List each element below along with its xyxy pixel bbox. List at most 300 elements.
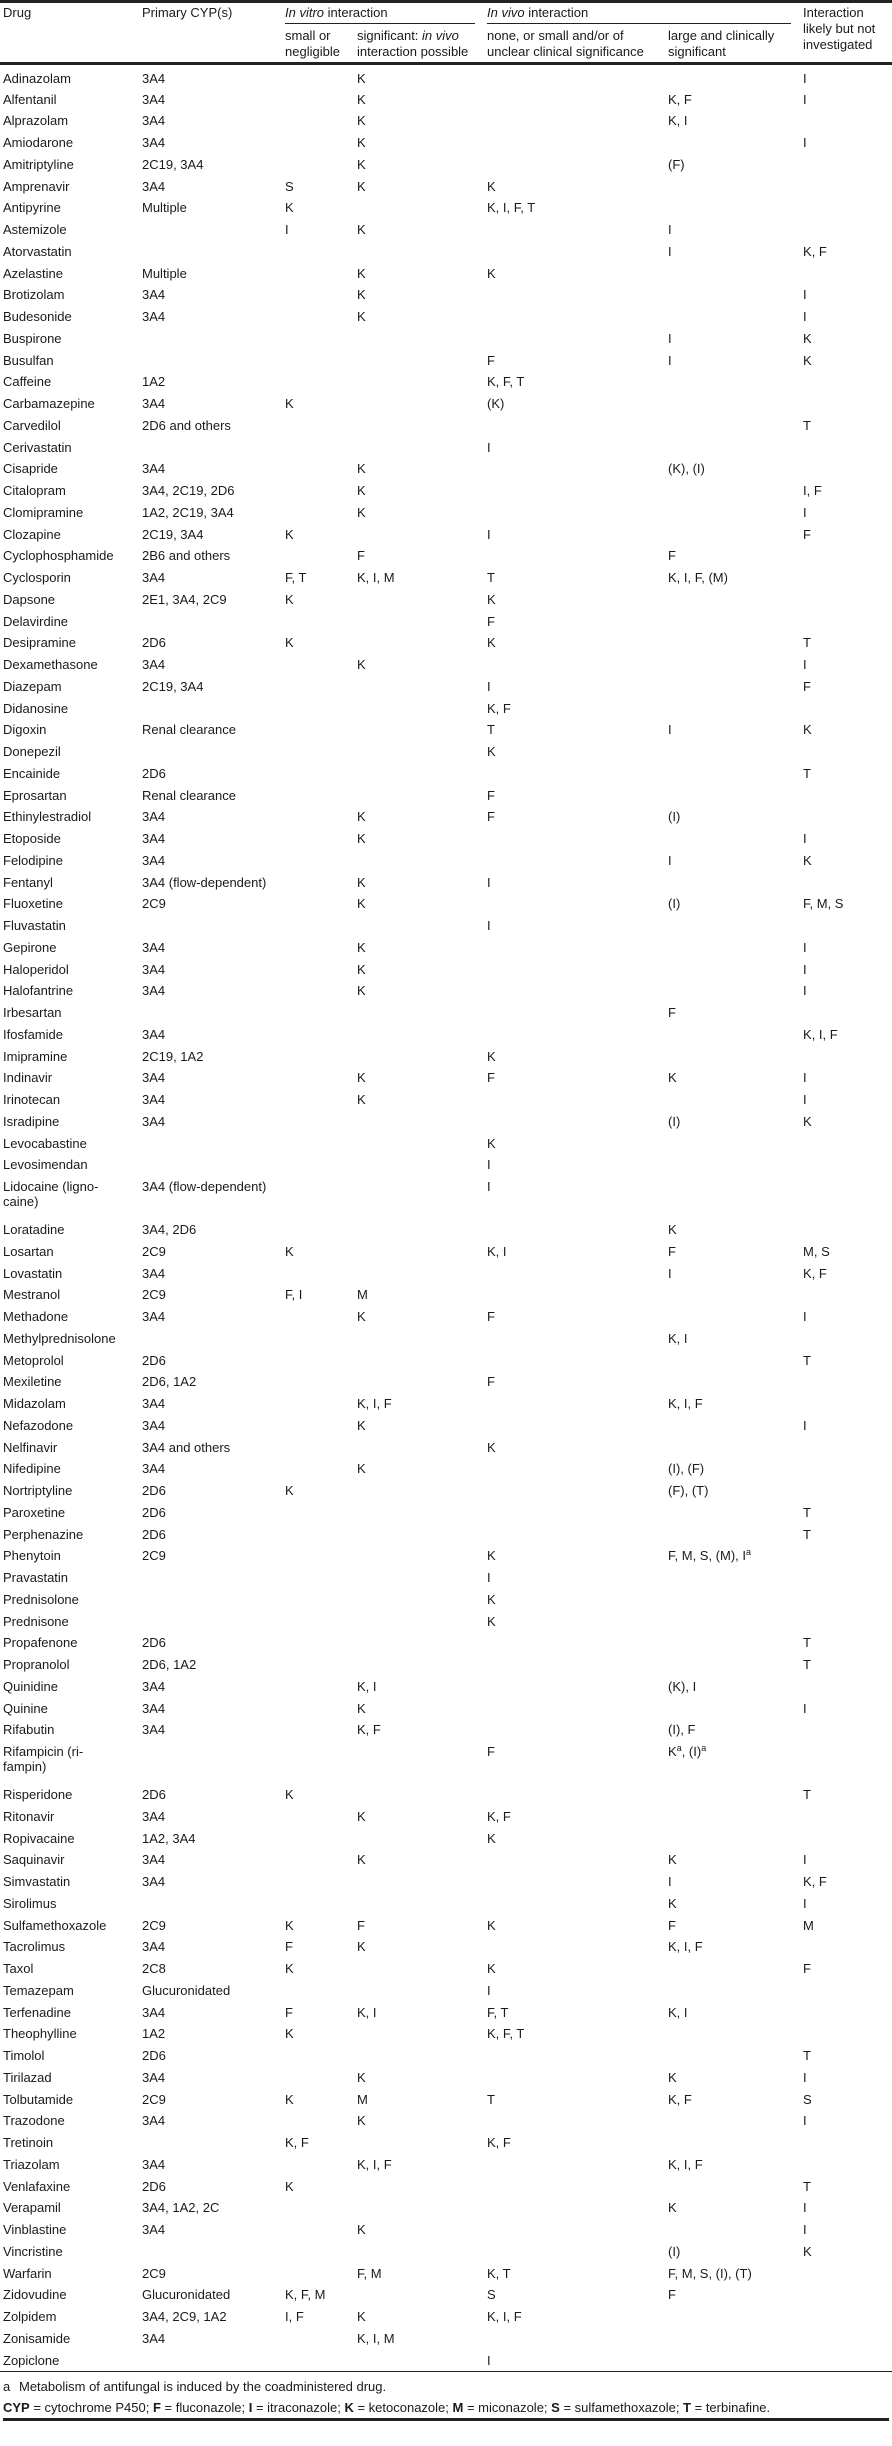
table-row bbox=[0, 1849, 892, 1871]
cell-vivo-none-small bbox=[484, 2045, 665, 2067]
cell-vitro-significant bbox=[354, 1241, 484, 1263]
cell-vivo-none-small: K, I bbox=[487, 1243, 507, 1259]
cell-vitro-small bbox=[282, 1719, 354, 1741]
cell-vitro-significant: K bbox=[357, 1070, 366, 1086]
table-row bbox=[0, 2284, 892, 2306]
cell-likely-not-investigated bbox=[800, 2328, 892, 2350]
cell-vivo-none-small: S bbox=[487, 2287, 496, 2303]
cell-likely-not-investigated: T bbox=[803, 1657, 811, 1672]
cell-vivo-large bbox=[665, 2350, 800, 2372]
cell-vitro-significant bbox=[354, 241, 484, 263]
cell-vitro-small bbox=[282, 1219, 354, 1241]
cell-drug: Zopiclone bbox=[0, 2350, 139, 2372]
cell-vivo-none-small: K bbox=[487, 635, 496, 651]
cell-drug: Methadone bbox=[3, 1309, 69, 1324]
cell-primary-cyp: 3A4 bbox=[142, 1113, 166, 1129]
cell-vivo-none-small: F bbox=[487, 1744, 495, 1759]
cell-vitro-significant: K bbox=[357, 831, 366, 846]
cell-vitro-significant bbox=[354, 1176, 484, 1219]
legend-meaning: = fluconazole; bbox=[160, 2399, 249, 2415]
cell-likely-not-investigated: I bbox=[803, 2222, 807, 2237]
cell-vivo-large bbox=[665, 1371, 800, 1393]
cell-likely-not-investigated: T bbox=[803, 417, 811, 433]
cell-vitro-small bbox=[282, 676, 354, 698]
cell-vivo-large bbox=[665, 306, 800, 328]
legend-meaning: = miconazole; bbox=[463, 2399, 552, 2415]
header-primary-cyp: Primary CYP(s) bbox=[142, 5, 233, 20]
cell-likely-not-investigated: K bbox=[803, 352, 812, 368]
cell-drug: Etoposide bbox=[3, 831, 61, 846]
footnotes bbox=[0, 2372, 892, 2421]
cell-drug: Busulfan bbox=[3, 352, 54, 368]
cell-likely-not-investigated bbox=[800, 1545, 892, 1567]
cell-vitro-significant bbox=[354, 1502, 484, 1524]
cell-drug: Mestranol bbox=[3, 1287, 61, 1303]
cell-likely-not-investigated: F bbox=[803, 678, 811, 694]
cell-vivo-none-small bbox=[484, 2328, 665, 2350]
cell-vivo-large bbox=[665, 1284, 800, 1306]
cell-vitro-small bbox=[282, 872, 354, 894]
cell-vitro-small bbox=[282, 1567, 354, 1589]
cell-likely-not-investigated bbox=[800, 741, 892, 763]
cell-primary-cyp: 2D6 bbox=[142, 1504, 166, 1520]
cell-likely-not-investigated bbox=[800, 1480, 892, 1502]
cell-vitro-small bbox=[282, 2197, 354, 2219]
cell-primary-cyp: 2D6 bbox=[142, 1352, 166, 1368]
cell-vitro-significant bbox=[354, 1611, 484, 1633]
cell-vivo-large bbox=[665, 1698, 800, 1720]
cell-vivo-large: (I) bbox=[668, 2243, 681, 2259]
cell-likely-not-investigated bbox=[800, 1589, 892, 1611]
cell-vitro-significant bbox=[354, 371, 484, 393]
cell-likely-not-investigated: I bbox=[803, 1309, 807, 1324]
cell-drug: Loratadine bbox=[3, 1222, 65, 1237]
cell-primary-cyp bbox=[139, 1567, 282, 1589]
vitro-sig-italic: in vivo bbox=[422, 28, 459, 43]
cell-likely-not-investigated: I bbox=[803, 2200, 807, 2216]
cell-vitro-small bbox=[282, 763, 354, 785]
cell-vivo-large: I bbox=[668, 722, 672, 738]
cell-likely-not-investigated bbox=[800, 1002, 892, 1024]
cell-primary-cyp: 2D6 bbox=[142, 765, 166, 781]
cell-vitro-small bbox=[282, 1002, 354, 1024]
cell-drug: Sirolimus bbox=[3, 1895, 57, 1911]
cell-vitro-significant bbox=[354, 2350, 484, 2372]
cell-likely-not-investigated: F, M, S bbox=[803, 896, 844, 912]
cell-vitro-significant: F bbox=[357, 1917, 365, 1933]
cell-primary-cyp: 3A4, 2D6 bbox=[142, 1222, 197, 1237]
cell-vitro-small bbox=[282, 328, 354, 350]
cell-primary-cyp: 3A4, 2C9, 1A2 bbox=[142, 2309, 227, 2324]
legend-abbr: CYP bbox=[3, 2399, 30, 2415]
cell-vivo-none-small bbox=[484, 937, 665, 959]
cell-vivo-none-small bbox=[484, 1632, 665, 1654]
cell-primary-cyp: 3A4 bbox=[142, 1026, 166, 1042]
cell-vitro-significant bbox=[354, 1263, 484, 1285]
cell-vivo-large bbox=[665, 502, 800, 524]
table-row bbox=[0, 2067, 892, 2089]
cell-vitro-significant bbox=[354, 524, 484, 546]
cell-vitro-small bbox=[282, 458, 354, 480]
cell-primary-cyp: Glucuronidated bbox=[142, 1982, 231, 1998]
cell-likely-not-investigated bbox=[800, 1154, 892, 1176]
table-row bbox=[0, 2110, 892, 2132]
cell-vivo-none-small bbox=[484, 2154, 665, 2176]
cell-likely-not-investigated bbox=[800, 1133, 892, 1155]
cell-vivo-none-small: T bbox=[487, 2091, 495, 2107]
cell-vitro-small: F, T bbox=[285, 570, 307, 585]
cell-vivo-large: I bbox=[668, 243, 672, 259]
cell-primary-cyp: 2D6 bbox=[142, 1787, 166, 1802]
table-row bbox=[0, 1698, 892, 1720]
cell-vitro-small bbox=[282, 1371, 354, 1393]
cell-likely-not-investigated: K, F bbox=[803, 1874, 827, 1889]
cell-vitro-significant bbox=[354, 2284, 484, 2306]
cell-vivo-large bbox=[665, 1415, 800, 1437]
table-row bbox=[0, 828, 892, 850]
cell-vitro-significant bbox=[354, 1350, 484, 1372]
cell-vitro-small bbox=[282, 698, 354, 720]
table-row bbox=[0, 980, 892, 1002]
cell-vitro-small bbox=[282, 1046, 354, 1068]
table-row bbox=[0, 2023, 892, 2045]
table-row bbox=[0, 64, 892, 89]
cell-primary-cyp: 1A2, 2C19, 3A4 bbox=[142, 504, 234, 520]
cell-vivo-none-small: K bbox=[487, 591, 496, 607]
cell-vivo-none-small: I bbox=[487, 439, 491, 455]
cell-vivo-none-small bbox=[484, 241, 665, 263]
cell-likely-not-investigated bbox=[800, 1611, 892, 1633]
cell-likely-not-investigated bbox=[800, 458, 892, 480]
table-row bbox=[0, 263, 892, 285]
cell-vivo-large bbox=[665, 1654, 800, 1676]
cell-primary-cyp bbox=[139, 2350, 282, 2372]
cell-drug: Imipramine bbox=[3, 1048, 68, 1064]
table-row bbox=[0, 328, 892, 350]
cell-vivo-large: (I), F bbox=[668, 1722, 696, 1738]
cell-vivo-large: F bbox=[668, 2287, 676, 2303]
cell-vitro-small bbox=[282, 1437, 354, 1459]
cell-likely-not-investigated bbox=[800, 176, 892, 198]
cell-vitro-small: S bbox=[285, 178, 294, 194]
cell-primary-cyp: Glucuronidated bbox=[142, 2287, 231, 2303]
table-row bbox=[0, 872, 892, 894]
cell-vivo-large bbox=[665, 980, 800, 1002]
table-row bbox=[0, 959, 892, 981]
table-row bbox=[0, 1089, 892, 1111]
legend-abbr: F bbox=[152, 2399, 161, 2415]
cell-likely-not-investigated bbox=[800, 197, 892, 219]
cell-vivo-none-small bbox=[484, 654, 665, 676]
cell-vitro-small bbox=[282, 132, 354, 154]
cell-drug: Vinblastine bbox=[3, 2222, 67, 2237]
cell-likely-not-investigated: T bbox=[803, 765, 811, 781]
cell-vivo-none-small: T bbox=[487, 722, 495, 738]
cell-vivo-none-small: K, F bbox=[487, 1808, 511, 1824]
cell-drug: Gepirone bbox=[3, 939, 57, 955]
cell-likely-not-investigated bbox=[800, 1437, 892, 1459]
cell-vitro-small bbox=[282, 785, 354, 807]
table-row bbox=[0, 1524, 892, 1546]
cell-drug: Levosimendan bbox=[3, 1157, 88, 1173]
cell-vivo-large: K, I bbox=[668, 2004, 688, 2020]
cell-likely-not-investigated: M bbox=[803, 1917, 814, 1933]
table-row bbox=[0, 2197, 892, 2219]
cell-vivo-none-small bbox=[484, 219, 665, 241]
cell-vivo-none-small bbox=[484, 850, 665, 872]
cell-primary-cyp bbox=[139, 1328, 282, 1350]
cell-vivo-none-small bbox=[484, 306, 665, 328]
cell-primary-cyp: 3A4 bbox=[142, 657, 166, 672]
cell-drug: Donepezil bbox=[3, 744, 61, 759]
table-row bbox=[0, 1415, 892, 1437]
cell-vivo-large bbox=[665, 2045, 800, 2067]
cell-primary-cyp: 3A4 bbox=[142, 939, 166, 955]
table-row bbox=[0, 524, 892, 546]
cell-vivo-large: K, I bbox=[668, 1330, 688, 1346]
table-row bbox=[0, 176, 892, 198]
cell-vitro-significant bbox=[354, 1980, 484, 2002]
cell-vivo-large: I bbox=[668, 1265, 672, 1281]
cell-vivo-large bbox=[665, 1524, 800, 1546]
cell-vitro-significant: K bbox=[357, 483, 366, 498]
cell-vitro-small bbox=[282, 1154, 354, 1176]
cell-drug: Carvedilol bbox=[3, 417, 61, 433]
table-row bbox=[0, 545, 892, 567]
cell-vitro-significant bbox=[354, 1632, 484, 1654]
table-row bbox=[0, 1328, 892, 1350]
cell-vivo-none-small bbox=[484, 980, 665, 1002]
cell-likely-not-investigated bbox=[800, 1806, 892, 1828]
footnote-key: a bbox=[3, 2378, 11, 2394]
cell-vitro-significant bbox=[354, 1893, 484, 1915]
cell-vitro-significant bbox=[354, 2241, 484, 2263]
cell-vivo-none-small bbox=[484, 1676, 665, 1698]
cell-vitro-significant: K bbox=[357, 896, 366, 912]
cell-vivo-large: (K), (I) bbox=[668, 461, 705, 477]
cell-primary-cyp: 3A4 bbox=[142, 1396, 166, 1411]
cell-vitro-small bbox=[282, 1676, 354, 1698]
cell-vitro-small bbox=[282, 2154, 354, 2176]
cell-vitro-small bbox=[282, 1611, 354, 1633]
cell-vitro-small bbox=[282, 980, 354, 1002]
cell-primary-cyp bbox=[139, 1611, 282, 1633]
cell-vivo-none-small bbox=[484, 502, 665, 524]
cell-drug: Azelastine bbox=[3, 265, 63, 281]
cell-vivo-none-small: F bbox=[487, 1374, 495, 1390]
cell-drug: Quinidine bbox=[3, 1678, 58, 1694]
cell-primary-cyp: 3A4 bbox=[142, 396, 166, 411]
cell-vitro-small bbox=[282, 1698, 354, 1720]
cell-vivo-none-small: K bbox=[487, 178, 496, 194]
cell-likely-not-investigated bbox=[800, 915, 892, 937]
cell-vitro-small bbox=[282, 1980, 354, 2002]
cell-vitro-small: K bbox=[285, 1787, 294, 1802]
table-row bbox=[0, 480, 892, 502]
cell-vivo-none-small bbox=[484, 1284, 665, 1306]
cell-vitro-significant bbox=[354, 1741, 484, 1784]
cell-vivo-large bbox=[665, 676, 800, 698]
cell-vitro-small bbox=[282, 1306, 354, 1328]
cell-vitro-small bbox=[282, 1393, 354, 1415]
cell-likely-not-investigated: T bbox=[803, 1352, 811, 1368]
cell-drug: Losartan bbox=[3, 1243, 54, 1259]
cell-vivo-large: K bbox=[668, 1070, 677, 1086]
cell-primary-cyp: 2D6 bbox=[142, 2048, 166, 2063]
cell-primary-cyp: 2C9 bbox=[142, 1243, 166, 1259]
cell-drug: Lidocaine (ligno- caine) bbox=[3, 1179, 99, 1209]
cell-drug: Tacrolimus bbox=[3, 1939, 66, 1955]
cell-primary-cyp bbox=[139, 2132, 282, 2154]
cell-vivo-none-small: K, I, F bbox=[487, 2309, 522, 2324]
cell-likely-not-investigated bbox=[800, 1567, 892, 1589]
table-row bbox=[0, 1915, 892, 1937]
cell-drug: Halofantrine bbox=[3, 983, 74, 999]
table-row bbox=[0, 2002, 892, 2024]
cell-likely-not-investigated bbox=[800, 2284, 892, 2306]
cell-vivo-large bbox=[665, 480, 800, 502]
cell-drug: Verapamil bbox=[3, 2200, 61, 2216]
cell-vivo-none-small: K bbox=[487, 1135, 496, 1151]
cell-likely-not-investigated bbox=[800, 110, 892, 132]
cell-vitro-small: K bbox=[285, 591, 294, 607]
table-row bbox=[0, 632, 892, 654]
cell-vivo-none-small bbox=[484, 2219, 665, 2241]
cell-likely-not-investigated bbox=[800, 1719, 892, 1741]
cell-vivo-none-small: K bbox=[487, 1830, 496, 1846]
cell-vivo-none-small: K, F, T bbox=[487, 374, 525, 390]
cell-vitro-significant bbox=[354, 415, 484, 437]
table-row bbox=[0, 154, 892, 176]
cell-vitro-significant bbox=[354, 611, 484, 633]
cell-vitro-significant: K bbox=[357, 1461, 366, 1477]
cell-vivo-large bbox=[665, 2328, 800, 2350]
cell-vivo-none-small: T bbox=[487, 570, 495, 585]
table-row bbox=[0, 1719, 892, 1741]
cell-drug: Zidovudine bbox=[3, 2287, 67, 2303]
cell-vivo-none-small bbox=[484, 828, 665, 850]
table-row bbox=[0, 1393, 892, 1415]
table-row bbox=[0, 741, 892, 763]
cell-vivo-none-small: F bbox=[487, 352, 495, 368]
cell-vivo-none-small bbox=[484, 1458, 665, 1480]
table-row bbox=[0, 1002, 892, 1024]
cell-vivo-none-small: I bbox=[487, 526, 491, 542]
cell-vivo-large: (I) bbox=[668, 1113, 681, 1129]
legend-abbr: K bbox=[344, 2399, 354, 2415]
cell-vitro-small bbox=[282, 110, 354, 132]
cell-vivo-none-small: I bbox=[487, 874, 491, 890]
cell-drug: Nortriptyline bbox=[3, 1483, 73, 1498]
cell-drug: Desipramine bbox=[3, 635, 76, 651]
cell-primary-cyp: 3A4 bbox=[142, 91, 166, 107]
cell-vitro-small bbox=[282, 2045, 354, 2067]
cell-vivo-large bbox=[665, 915, 800, 937]
cell-likely-not-investigated bbox=[800, 263, 892, 285]
cell-vivo-large bbox=[665, 2219, 800, 2241]
cell-primary-cyp bbox=[139, 1741, 282, 1784]
cell-vivo-none-small bbox=[484, 545, 665, 567]
table-row bbox=[0, 1676, 892, 1698]
cell-vitro-significant: K bbox=[357, 504, 366, 520]
cell-vivo-large: K, I, F bbox=[668, 2156, 703, 2172]
cell-vivo-large bbox=[665, 393, 800, 415]
cell-vitro-small bbox=[282, 306, 354, 328]
cell-vivo-none-small: I bbox=[487, 1157, 491, 1173]
cell-drug: Propafenone bbox=[3, 1635, 78, 1651]
cell-vitro-significant: K bbox=[357, 1808, 366, 1824]
table-row bbox=[0, 1371, 892, 1393]
table-row bbox=[0, 2176, 892, 2198]
cell-primary-cyp: 2C9 bbox=[142, 2091, 166, 2107]
cell-vivo-none-small: F bbox=[487, 1309, 495, 1324]
cell-vivo-large: K, I bbox=[668, 113, 688, 129]
cell-vitro-small bbox=[282, 502, 354, 524]
cell-vivo-none-small: K bbox=[487, 1961, 496, 1976]
cell-likely-not-investigated: I bbox=[803, 309, 807, 324]
cell-vivo-large: K bbox=[668, 1222, 677, 1237]
cell-primary-cyp: 1A2 bbox=[142, 2026, 166, 2042]
cell-drug: Temazepam bbox=[3, 1982, 74, 1998]
cell-vitro-small: K bbox=[285, 200, 294, 216]
cell-vivo-none-small: K bbox=[487, 265, 496, 281]
table-row bbox=[0, 241, 892, 263]
cell-vivo-large: K bbox=[668, 1852, 677, 1868]
cell-vitro-significant: K bbox=[357, 113, 366, 129]
table-row bbox=[0, 437, 892, 459]
table-row bbox=[0, 2241, 892, 2263]
cell-primary-cyp: 2D6, 1A2 bbox=[142, 1374, 197, 1390]
cell-vitro-significant: K bbox=[357, 2222, 366, 2237]
cell-drug: Warfarin bbox=[3, 2265, 52, 2281]
cell-vivo-large bbox=[665, 741, 800, 763]
cell-drug: Prednisolone bbox=[3, 1591, 79, 1607]
cell-drug: Didanosine bbox=[3, 700, 69, 716]
table-row bbox=[0, 1893, 892, 1915]
cell-primary-cyp: 3A4 bbox=[142, 570, 166, 585]
table-row bbox=[0, 1154, 892, 1176]
table-row bbox=[0, 763, 892, 785]
cell-primary-cyp: 3A4 bbox=[142, 2069, 166, 2085]
table-row bbox=[0, 654, 892, 676]
table-row bbox=[0, 2132, 892, 2154]
table-row bbox=[0, 676, 892, 698]
cell-primary-cyp: 3A4 bbox=[142, 1461, 166, 1477]
cell-vivo-none-small: I bbox=[487, 1982, 491, 1998]
table-row bbox=[0, 2219, 892, 2241]
cell-likely-not-investigated: I bbox=[803, 1700, 807, 1716]
cell-likely-not-investigated bbox=[800, 567, 892, 589]
cell-likely-not-investigated: T bbox=[803, 2178, 811, 2194]
table-row bbox=[0, 915, 892, 937]
cell-vivo-large bbox=[665, 785, 800, 807]
cell-primary-cyp: 2D6 bbox=[142, 1635, 166, 1651]
cell-primary-cyp bbox=[139, 437, 282, 459]
cell-vivo-large bbox=[665, 197, 800, 219]
cell-primary-cyp: 1A2 bbox=[142, 374, 166, 390]
cell-vitro-significant: K bbox=[357, 2309, 366, 2324]
cell-vitro-small: F bbox=[285, 1939, 293, 1955]
cell-primary-cyp: 2C9 bbox=[142, 1287, 166, 1303]
cell-vitro-significant: K, I, F bbox=[357, 1396, 392, 1411]
cell-primary-cyp: 3A4 bbox=[142, 831, 166, 846]
cell-primary-cyp: 2C19, 1A2 bbox=[142, 1048, 204, 1064]
cell-vivo-none-small: K bbox=[487, 1591, 496, 1607]
cell-vitro-small bbox=[282, 806, 354, 828]
table-row bbox=[0, 2350, 892, 2372]
table-row bbox=[0, 1936, 892, 1958]
table-row bbox=[0, 1480, 892, 1502]
